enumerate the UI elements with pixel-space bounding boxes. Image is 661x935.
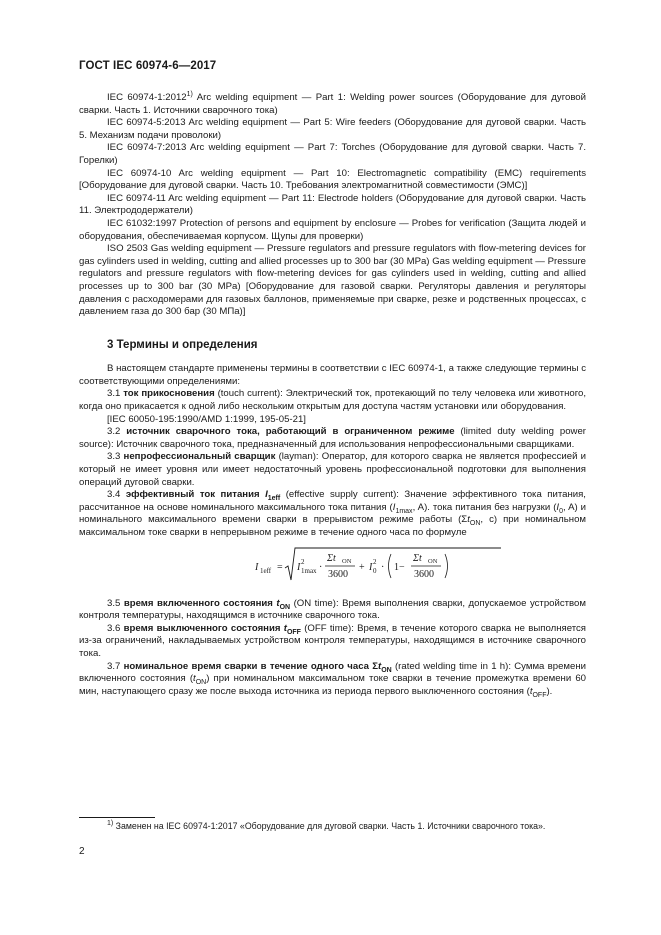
footnote-number: 1) — [107, 820, 114, 828]
page-content — [79, 92, 586, 698]
sqrt-sign — [285, 548, 501, 580]
formula-sum-num-2: Σt — [413, 552, 422, 564]
formula-one-minus: 1− — [394, 561, 405, 573]
paren-right — [445, 554, 448, 578]
reference-iec-61032: IEC 61032:1997 Protection of persons and equipment by enclosure — Probes for verification (Защита людей и оборудования, обеспечиваемая корпусом. Щупы для проверки) — [79, 217, 586, 242]
formula-equals: = — [277, 561, 283, 573]
term-3-3: 3.3 непрофессиональный сварщик (layman): Оператор, для которого сварка не является профессией и который не имеет уровня или имеет недостаточный уровень профессиональной подготовки для выполнения операций дуговой сварки. — [79, 451, 586, 488]
reference-iec-60974-7: IEC 60974-7:2013 Arc welding equipment — Part 7: Torches (Оборудование для дуговой сварки. Часть 7. Горелки) — [79, 142, 586, 166]
term-3-4: 3.4 эффективный ток питания $I_{1eff}$ (effective supply current): Значение эффективного тока питания, рассчитанное на основе номинального максимального тока питания ($I_{1max}$, A). тока питания без нагрузки ($I_0$, A) и номинального максимального времени сварки в прерывистом режиме работы ($\Sigma t_{ON}$, c) при номинальном максимальном токе сварки в непрерывном режиме в течение одного часа по формуле — [79, 489, 587, 538]
section-intro: В настоящем стандарте применены термины в соответствии с IEC 60974-1, а также следующие термины с соответствующими определениями: — [79, 363, 586, 387]
formula-i0-sub: 0 — [373, 566, 377, 575]
term-3-2: 3.2 источник сварочного тока, работающий в ограниченном режиме (limited duty welding power source): Источник сварочного тока, предназначенный для использования непрофессиональными сварщиками. — [79, 426, 586, 450]
formula-i1-sup: 2 — [301, 557, 305, 566]
reference-iec-60974-11: IEC 60974-11 Arc welding equipment — Part 11: Electrode holders (Оборудование для дуговой сварки. Часть 11. Электрододержатели) — [79, 192, 586, 217]
reference-iso-2503: ISO 2503 Gas welding equipment — Pressure regulators and pressure regulators with flow-metering devices for gas cylinders used in welding, cutting and allied processes up to 300 bar (30 MPa) Gas welding equipment — Pressure regulators and pressure regulators with flow-metering devices for gas cylinders used in welding, cutting and allied processes up to 300 bar (30 MPa) [Оборудование для газовой сварки. Регуляторы давления и регуляторы давления с расходомерами для газовых баллонов, применяемые при сварке, резке и родственных процессах, с давлением газа до 300 бар (30 МПа)] — [79, 243, 586, 318]
formula-i1: I — [297, 561, 301, 573]
formula-sum-sub-2: ON — [428, 557, 438, 565]
term-3-1: 3.1 ток прикосновения (touch current): Электрический ток, протекающий по телу человека или животного, когда оно прикасается к одной либо нескольким открытым для доступа частям установки или оборудования. — [79, 388, 586, 413]
formula-plus: + — [359, 561, 365, 573]
term-3-7: 3.7 номинальное время сварки в течение одного часа $\Sigma t_{ON}$ (rated welding time in 1 h): Сумма времени включенного состояния $(t_{ON})$ при номинальном максимальном токе сварки в течение промежутка времени 60 мин, наступающего сразу же после выхода источника из периода первого выключенного состояния $(t_{OFF})$. — [79, 660, 587, 699]
formula-i0: I — [369, 561, 373, 573]
footnote-text: Заменен на IEC 60974-1:2017 «Оборудование для дуговой сварки. Часть 1. Источники сварочного тока». — [113, 821, 546, 831]
section-title: 3 Термины и определения — [107, 338, 258, 351]
paren-left — [389, 554, 392, 578]
formula-graphic — [249, 546, 509, 586]
formula-i0-sup: 2 — [373, 557, 377, 566]
term-3-5: 3.5 время включенного состояния $t_{ON}$ (ON time): Время выполнения сварки, допускаемое устройством контроля температуры, находящимся в источнике сварочного тока. — [79, 597, 586, 622]
formula-sum-num: Σt — [327, 552, 336, 564]
formula-den-2: 3600 — [414, 568, 434, 580]
reference-iec-60974-1: IEC 60974-1:2012$^{1)}$ Arc welding equipment — Part 1: Welding power sources (Оборудование для дуговой сварки. Часть 1. Источники сварочного тока) — [79, 90, 587, 116]
formula-dot-2: · — [381, 561, 385, 573]
formula-i1-sub: 1max — [301, 566, 317, 575]
term-3-6: 3.6 время выключенного состояния $t_{OFF}$ (OFF time): Время, в течение которого сварка не выполняется из-за ограничений, накладываемых устройством контроля температуры, находящимся в источнике сварочного тока. — [79, 622, 586, 659]
page-number: 2 — [79, 846, 85, 857]
formula-lhs: I — [255, 561, 259, 573]
footnote — [79, 821, 586, 833]
document-header: ГОСТ IEC 60974-6—2017 — [79, 60, 217, 72]
effective-current-formula — [79, 546, 586, 586]
footnote-divider — [79, 817, 155, 818]
reference-iec-60974-5: IEC 60974-5:2013 Arc welding equipment — Part 5: Wire feeders (Оборудование для дуговой сварки. Часть 5. Механизм подачи проволоки) — [79, 117, 586, 141]
formula-den: 3600 — [328, 568, 348, 580]
formula-lhs-sub: 1eff — [260, 566, 272, 575]
formula-sum-sub: ON — [342, 557, 352, 565]
footnote-mark: 1) — [186, 90, 193, 98]
reference-iec-60974-10: IEC 60974-10 Arc welding equipment — Part 10: Electromagnetic compatibility (EMC) requirements [Оборудование для дуговой сварки. Часть 10. Требования электромагнитной совместимости (ЭМС)] — [79, 167, 586, 192]
term-3-1-source: [IEC 60050-195:1990/AMD 1:1999, 195-05-21] — [107, 413, 306, 425]
formula-dot: · — [319, 561, 323, 573]
